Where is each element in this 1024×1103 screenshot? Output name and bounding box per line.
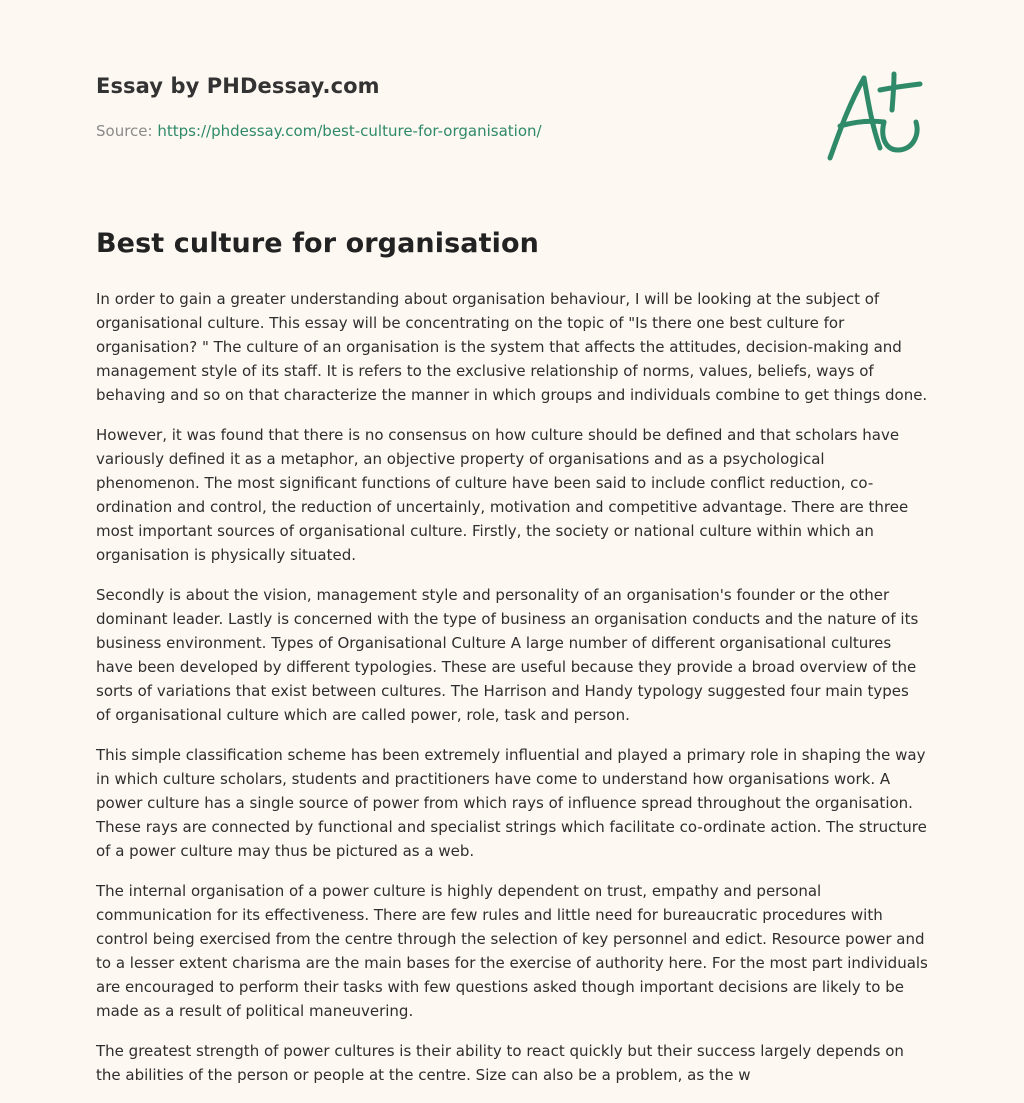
article-paragraph: This simple classification scheme has been extremely influential and played a primary role in shaping the way in which culture scholars, students and practitioners have come to understand how organisations work. A power culture has a single source of power from which rays of influence spread throughout the organisation. These rays are connected by functional and specialist strings which facilitate co-ordinate action. The structure of a power culture may thus be pictured as a web. xyxy=(96,746,927,860)
article-paragraph: In order to gain a greater understanding about organisation behaviour, I will be looking at the subject of organisational culture. This essay will be concentrating on the topic of "Is there one best culture for organisation? " The culture of an organisation is the system that affects the attitudes, decision-making and management style of its staff. It is refers to the exclusive relationship of norms, values, beliefs, ways of behaving and so on that characterize the manner in which groups and individuals combine to get things done. xyxy=(96,290,928,404)
source-label: Source: xyxy=(96,122,158,140)
article-paragraph: The greatest strength of power cultures is their ability to react quickly but their success largely depends on the abilities of the person or people at the centre. Size can also be a problem, as the w xyxy=(96,1042,904,1084)
source-line xyxy=(96,122,696,140)
source-link[interactable]: https://phdessay.com/best-culture-for-organisation/ xyxy=(157,122,542,140)
page-header xyxy=(96,74,696,140)
brand-title: Essay by PHDessay.com xyxy=(96,74,380,98)
a-plus-grade-icon xyxy=(820,66,930,166)
article-paragraph: However, it was found that there is no consensus on how culture should be defined and that scholars have variously defined it as a metaphor, an objective property of organisations and as a psychological phenomenon. The most significant functions of culture have been said to include conflict reduction, co-ordination and control, the reduction of uncertainly, motivation and competitive advantage. There are three most important sources of organisational culture. Firstly, the society or national culture within which an organisation is physically situated. xyxy=(96,426,909,564)
article xyxy=(96,228,928,1103)
article-title: Best culture for organisation xyxy=(96,228,539,259)
article-paragraph: Secondly is about the vision, management style and personality of an organisation's founder or the other dominant leader. Lastly is concerned with the type of business an organisation conducts and the nature of its business environment. Types of Organisational Culture A large number of different organisational cultures have been developed by different typologies. These are useful because they provide a broad overview of the sorts of variations that exist between cultures. The Harrison and Handy typology suggested four main types of organisational culture which are called power, role, task and person. xyxy=(96,586,919,724)
article-paragraph: The internal organisation of a power culture is highly dependent on trust, empathy and personal communication for its effectiveness. There are few rules and little need for bureaucratic procedures with control being exercised from the centre through the selection of key personnel and edict. Resource power and to a lesser extent charisma are the main bases for the exercise of authority here. For the most part individuals are encouraged to perform their tasks with few questions asked though important decisions are likely to be made as a result of political maneuvering. xyxy=(96,882,928,1020)
